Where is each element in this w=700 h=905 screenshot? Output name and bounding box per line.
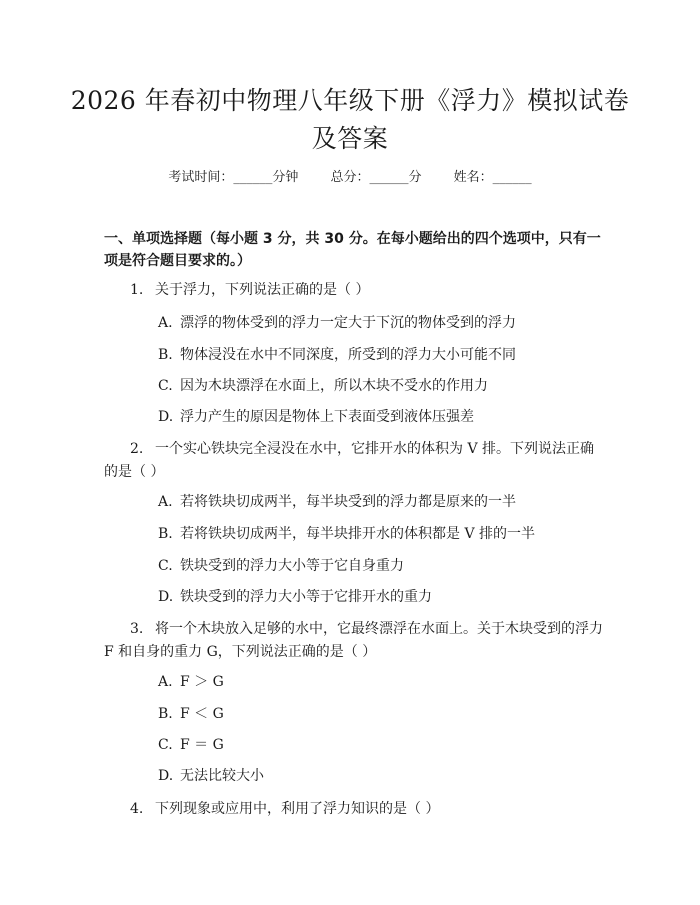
question-stem: 一个实心铁块完全浸没在水中，它排开水的体积为 V 排。下列说法正确的是（ ） [104,441,595,480]
option-letter: B. [158,347,173,363]
option-letter: A. [158,674,173,690]
question-stem: 下列现象或应用中，利用了浮力知识的是（ ） [155,801,440,817]
option-2a [158,491,608,513]
option-text: 若将铁块切成两半，每半块受到的浮力都是原来的一半 [180,494,516,510]
option-2b [158,523,608,545]
option-letter: B. [158,706,173,722]
question-number: 3. [130,621,144,637]
option-text: F ＜ G [180,706,224,722]
option-letter: A. [158,315,173,331]
option-text: 无法比较大小 [180,768,264,784]
option-1a [158,312,608,334]
option-1b [158,344,608,366]
option-text: 铁块受到的浮力大小等于它自身重力 [180,558,404,574]
option-2c [158,555,608,577]
total-score-field: 总分：______分 [330,170,422,185]
question-4 [104,798,604,821]
option-text: 漂浮的物体受到的浮力一定大于下沉的物体受到的浮力 [180,315,516,331]
option-text: F ＝ G [180,737,224,753]
option-letter: D. [158,409,174,425]
option-letter: C. [158,378,173,394]
question-number: 1. [130,282,144,298]
question-stem: 关于浮力，下列说法正确的是（ ） [155,282,370,298]
question-3 [104,618,604,664]
option-letter: D. [158,589,174,605]
option-text: 铁块受到的浮力大小等于它排开水的重力 [180,589,432,605]
exam-time-field: 考试时间：______分钟 [168,170,299,185]
option-1d [158,406,608,428]
option-letter: C. [158,737,173,753]
option-3c [158,734,608,756]
section-heading: 一、单项选择题（每小题 3 分，共 30 分。在每小题给出的四个选项中，只有一项是符合题目要求的。） [104,231,601,269]
option-text: 若将铁块切成两半，每半块排开水的体积都是 V 排的一半 [180,526,536,542]
option-letter: B. [158,526,173,542]
option-1c [158,375,608,397]
exam-meta [0,168,700,188]
option-text: F ＞ G [180,674,224,690]
option-3b [158,703,608,725]
option-2d [158,586,608,608]
option-3a [158,671,608,693]
question-2 [104,438,604,484]
option-text: 物体浸没在水中不同深度，所受到的浮力大小可能不同 [180,347,516,363]
option-letter: D. [158,768,174,784]
question-number: 2. [130,441,144,457]
option-text: 因为木块漂浮在水面上，所以木块不受水的作用力 [180,378,488,394]
question-number: 4. [130,801,144,817]
student-name-field: 姓名：______ [453,170,532,185]
question-1 [104,279,604,302]
option-letter: A. [158,494,173,510]
option-letter: C. [158,558,173,574]
option-text: 浮力产生的原因是物体上下表面受到液体压强差 [180,409,474,425]
question-stem: 将一个木块放入足够的水中，它最终漂浮在水面上。关于木块受到的浮力 F 和自身的重力 G，下列说法正确的是（ ） [104,621,603,660]
document-title: 2026 年春初中物理八年级下册《浮力》模拟试卷及答案 [70,86,630,153]
option-3d [158,765,608,787]
